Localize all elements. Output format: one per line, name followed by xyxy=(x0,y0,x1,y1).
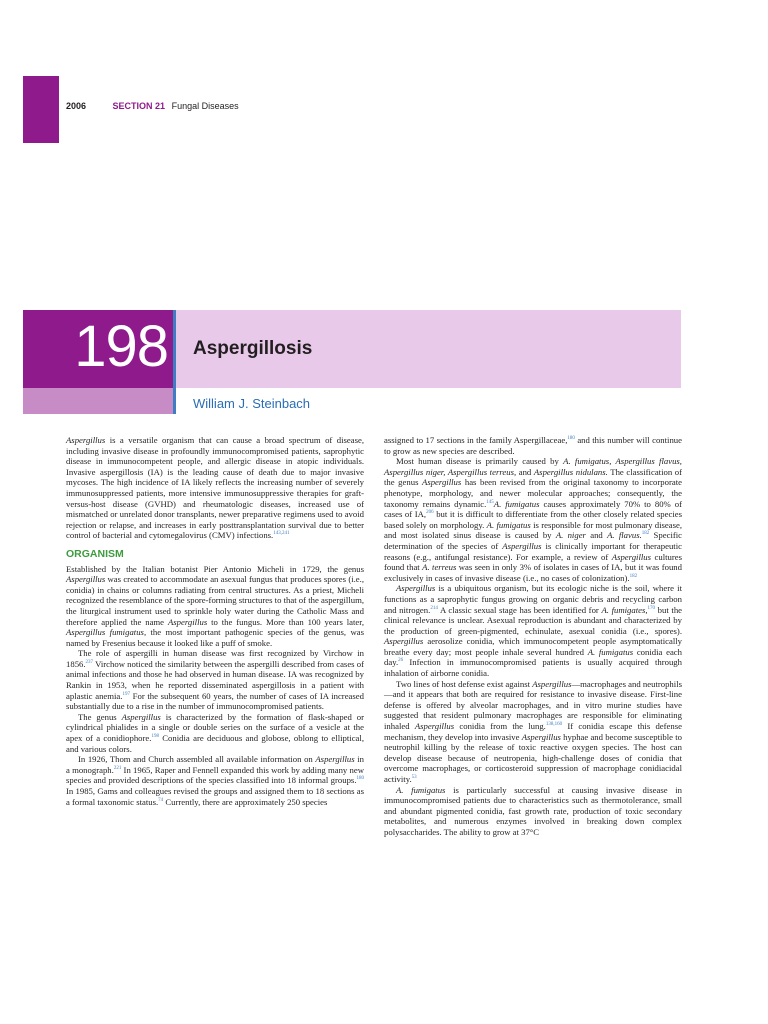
chapter-author: William J. Steinbach xyxy=(193,396,311,411)
page-number: 2006 xyxy=(66,101,87,111)
right-text-column xyxy=(384,435,682,838)
section-title: Fungal Diseases xyxy=(171,101,239,111)
organism-paragraph-1: Established by the Italian botanist Pier Antonio Micheli in 1729, the genus Aspergillus was created to accommodate an asexual fungus that produces spores (i.e., conidia) in chains or columns radiating from central structures. As a priest, Micheli recognized the resemblance of the spore-forming structures to that of the aspergillum, the liturgical instrument used to sprinkle holy water during the Catholic Mass and therefore applied the name Aspergillus to the fungus. More than 100 years later, Aspergillus fumigatus, the most important pathogenic species of the genus, was named by Fresenius because it looked like a puff of smoke. xyxy=(66,563,365,648)
running-head xyxy=(66,101,239,111)
virulence-paragraph: A. fumigatus is particularly successful at causing invasive disease in immunocompromised patients due to characteristics such as thermotolerance, small and abundant pigmented conidia, fast growth rate, production of toxic secondary metabolites, and numerous enzymes involved in breaking down complex polysaccharides. The ability to grow at 37°C xyxy=(384,784,682,837)
organism-paragraph-3: The genus Aspergillus is characterized by the formation of flask-shaped or cylindrical phialides in a single or double series on the surface of a vesicle at the apex of a conidiophore.$^{198}$ Conidia are deciduous and globose, oblong to elliptical, and various colors. xyxy=(66,711,364,754)
continued-paragraph: assigned to 17 sections in the family Aspergillaceae,$^{180}$ and this number will continue to grow as new species are described. xyxy=(384,435,683,456)
organism-paragraph-2: The role of aspergilli in human disease was first recognized by Virchow in 1856.$^{237}$ Virchow noticed the similarity between the aspergilli described from cases of animal infections and those he had observed in human disease. IA was recognized by Rankin in 1953, when he reported disseminated aspergillosis in a patient with aplastic anemia.$^{197}$ For the subsequent 60 years, the number of cases of IA increased substantially due to a rise in the number of immunocompromised patients. xyxy=(66,648,364,712)
chapter-title: Aspergillosis xyxy=(193,338,313,359)
left-text-column xyxy=(66,435,364,807)
intro-paragraph: Aspergillus is a versatile organism that can cause a broad spectrum of disease, including invasive disease in profoundly immunocompromised patients, saprophytic disease in immunocompetent people, and allergic disease in atopic individuals. Invasive aspergillosis (IA) is the leading cause of death due to major invasive mycoses. The high incidence of IA likely reflects the increasing number of severely immunosuppressed patients, more intensive immunosuppressive therapies for graft-versus-host disease (GVHD) and rheumatologic diseases, increased use of mismatched or unrelated donor transplants, newer preparative regimens used to avoid rejection or relapse, and increases in early posttransplantation survival due to better control of bacterial and cytomegalovirus (CMV) infections.$^{143,241}$ xyxy=(66,435,364,541)
organism-paragraph-4: In 1926, Thom and Church assembled all available information on Aspergillus in a monograph.$^{221}$ In 1965, Raper and Fennell expanded this work by adding many new species and provided descriptions of the species classified into 18 informal groups.$^{180}$ In 1985, Gams and colleagues revised the groups and assigned them to 18 sections as a formal taxonomic status.$^{74}$ Currently, there are approximately 250 species xyxy=(66,754,364,807)
section-tab-marker xyxy=(23,76,59,143)
ecology-paragraph: Aspergillus is a ubiquitous organism, but its ecologic niche is the soil, where it functions as a saprophytic fungus growing on organic debris and recycling carbon and nitrogen.$^{214}$ A classic sexual stage has been identified for A. fumigates,$^{170}$ but the clinical relevance is unclear. Asexual reproduction is abundant and characterized by the production of green-pigmented, echinulate, asexual conidia (i.e., spores). Aspergillus aerosolize conidia, which immunocompetent people asymptomatically breathe every day; most people inhale several hundred A. fumigatus conidia each day.$^{26}$ Infection in immunocompromised patients is usually acquired through inhalation of airborne conidia. xyxy=(384,583,683,679)
chapter-number-block-lower xyxy=(23,388,173,414)
host-defense-paragraph: Two lines of host defense exist against Aspergillus—macrophages and neutrophils—and it appears that both are required for resistance to invasive disease. First-line defense is offered by alveolar macrophages, and in vitro murine studies have suggested that resident pulmonary macrophages are responsible for eliminating inhaled Aspergillus conidia from the lung.$^{138,160}$ If conidia escape this defense mechanism, they develop into invasive Aspergillus hyphae and become susceptible to neutrophil killing by the release of toxic reactive oxygen species. The host can develop disease because of neutropenia, high-challenge doses of conidia that overcome macrophages, or corticosteroid suppression of macrophage conidiacidal activity.$^{53}$ xyxy=(384,678,682,784)
organism-heading: ORGANISM xyxy=(66,547,124,560)
section-label: SECTION 21 xyxy=(112,101,166,111)
species-paragraph: Most human disease is primarily caused by A. fumigatus, Aspergillus flavus, Aspergillus niger, Aspergillus terreus, and Aspergillus nidulans. The classification of the genus Aspergillus has been revised from the original taxonomy to incorporate phenotype, morphology, and newer molecular approaches; consequently, the taxonomy remains dynamic.$^{145}$A. fumigatus causes approximately 70% to 80% of cases of IA,$^{206}$ but it is difficult to differentiate from the other closely related species based solely on morphology. A. fumigatus is responsible for most pulmonary disease, and most isolated sinus disease is caused by A. niger and A. flavus.$^{182}$ Specific determination of the species of Aspergillus is clinically important for therapeutic reasons (e.g., antifungal resistance). For example, a review of Aspergillus cultures found that A. terreus was seen in only 3% of isolates in cases of IA, but it was found exclusively in cases of invasive disease (i.e., no cases of colonization).$^{182}$ xyxy=(384,456,683,583)
chapter-number: 198 xyxy=(74,314,168,379)
